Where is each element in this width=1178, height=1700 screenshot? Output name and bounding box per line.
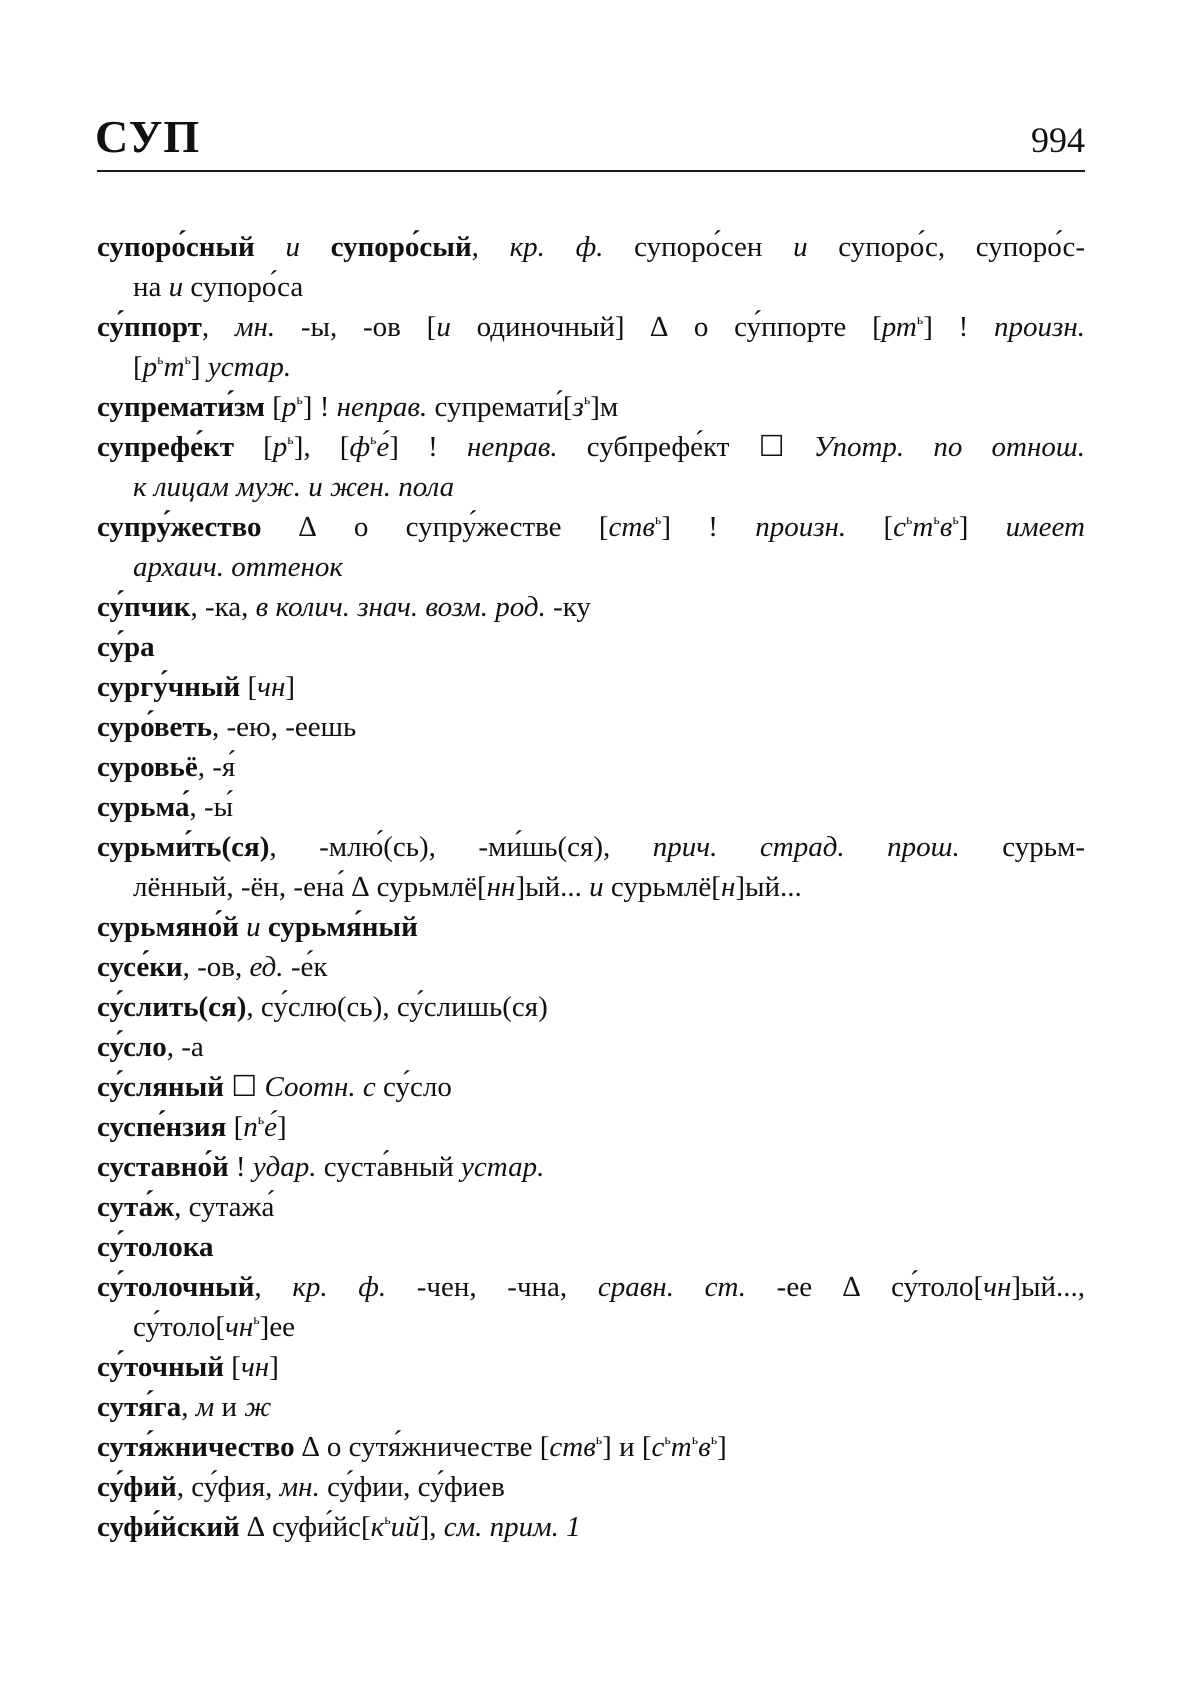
entry-text: на [133,271,169,303]
softness-mark: ь [157,353,164,368]
headword: сурьмяно́й [97,911,239,943]
entry-line [97,427,1085,467]
italic-label: м [195,1391,215,1423]
italic-label: р [281,391,297,423]
entry-text: су́сло [375,1071,452,1103]
entry-text: ] ! [661,511,756,543]
italic-label: т [163,351,185,383]
headword: су́фий [97,1471,177,1503]
entry-text: супоро́сен [603,231,794,263]
italic-label: имеет [1005,511,1085,543]
entry-text: субпрефе́кт ☐ [557,431,814,463]
entry-text [300,231,331,263]
entry-text [261,911,268,943]
italic-label: и [589,871,604,903]
entry-continuation-line [97,347,1085,387]
headword: сурьми́ть(ся) [97,831,270,863]
entry-text: , [254,1271,293,1303]
headword: су́толочный [97,1271,255,1303]
entry-text: ] ! [389,431,467,463]
entry-text: ] [190,351,208,383]
headword: су́сло [97,1031,167,1063]
entry-text: су́фии, су́фиев [319,1471,505,1503]
headword: сурьмя́ный [267,911,418,943]
softness-mark: ь [595,1433,603,1448]
headword: суфи́йский [97,1511,240,1543]
entry-line [97,667,1085,707]
running-head: СУП [95,111,201,162]
entry-line [97,307,1085,347]
italic-label: р [142,351,158,383]
italic-label: Употр. по отнош. [813,431,1085,463]
italic-label: и [285,231,300,263]
entry-text: -ы, -ов [ [275,311,437,343]
entry-line [97,787,1085,827]
softness-mark: ь [952,513,959,528]
headword: суставно́й [97,1151,229,1183]
italic-label: сравн. ст. [597,1271,747,1303]
headword: су́ппорт [97,311,202,343]
italic-label: и [436,311,451,343]
entry-line [97,387,1085,427]
entry-line [97,1347,1085,1387]
italic-label: чн [983,1271,1012,1303]
entry-text: [ [264,391,282,423]
italic-label: мн. [279,1471,320,1503]
entry-line [97,1267,1085,1307]
entry-text: , сутажа́ [174,1191,275,1223]
italic-label: т [912,511,934,543]
headword: су́пчик [97,591,191,623]
entry-text: суста́вный [316,1151,462,1183]
entry-text: ] [958,511,1006,543]
softness-mark: ь [664,1433,671,1448]
entry-text: ]ее [259,1311,296,1343]
entry-line [97,1067,1085,1107]
italic-label: кр. ф. [292,1271,387,1303]
softness-mark: ь [583,393,591,408]
softness-mark: ь [906,513,913,528]
entry-text: сурьм- [959,831,1085,863]
italic-label: произн. [994,311,1085,343]
italic-label: неправ. [336,391,428,423]
headword: суро́веть [97,711,213,743]
entry-text: ]м [590,391,619,423]
softness-mark: ь [296,393,303,408]
entry-line [97,707,1085,747]
italic-label: ий [390,1511,420,1543]
entry-text: ] ! [923,311,995,343]
entry-text: ] [285,671,296,703]
entry-text: , -млю́(сь), -ми́шь(ся), [269,831,653,863]
softness-mark: ь [933,513,940,528]
entry-line [97,827,1085,867]
entry-line [97,747,1085,787]
entry-text: одиночный] ∆ о су́ппорте [ [450,311,882,343]
entry-text: су́толо[ [133,1311,226,1343]
italic-label: и [793,231,808,263]
italic-label: произн. [755,511,847,543]
entry-line [97,627,1085,667]
entry-text: [ [226,1111,244,1143]
softness-mark: ь [710,1433,718,1448]
header-rule-divider [97,170,1085,172]
softness-mark: ь [184,353,191,368]
italic-label: кр. ф. [509,231,604,263]
headword: су́слить(ся) [97,991,247,1023]
softness-mark: ь [257,1113,265,1128]
entry-text: ]ый..., [1011,1271,1086,1303]
entry-text: , -ы́ [189,791,234,823]
entry-line [97,1427,1085,1467]
entry-text: ], [ [293,431,350,463]
entry-text: [ [240,671,258,703]
italic-label: р [272,431,288,463]
italic-label: чн [240,1351,270,1383]
entry-text: , -а [166,1031,204,1063]
softness-mark: ь [370,433,377,448]
entry-line [97,947,1085,987]
entry-text [239,911,246,943]
headword: су́сляный [97,1071,224,1103]
italic-label: ств [608,511,655,543]
entry-line [97,1467,1085,1507]
entry-continuation-line [97,467,1085,507]
italic-label: удар. [252,1151,317,1183]
italic-label: см. прим. 1 [443,1511,581,1543]
italic-label: ж [244,1391,272,1423]
italic-label: чн [225,1311,254,1343]
entry-line [97,1147,1085,1187]
entry-text: -чен, -чна, [386,1271,598,1303]
headword: сутя́га [97,1391,182,1423]
headword: супру́жество [97,511,262,543]
entry-continuation-line [97,867,1085,907]
italic-label: в [939,511,953,543]
softness-mark: ь [384,1513,391,1528]
entry-line [97,1027,1085,1067]
italic-label: ф [349,431,371,463]
headword: супоро́сный [97,231,255,263]
entry-text: , [201,311,235,343]
headword: суспе́нзия [97,1111,227,1143]
softness-mark: ь [691,1433,699,1448]
italic-label: н [720,871,736,903]
entry-text: , -я́ [197,751,236,783]
entry-text: , су́фия, [176,1471,280,1503]
italic-label: неправ. [466,431,558,463]
entry-text: ]ый... [735,871,802,903]
entry-text: , [471,231,510,263]
italic-label: з [572,391,584,423]
softness-mark: ь [916,313,924,328]
entry-line [97,587,1085,627]
entry-text: , су́слю(сь), су́слишь(ся) [246,991,548,1023]
entry-text: -ку [545,591,591,623]
italic-label: мн. [234,311,276,343]
italic-label: рт [881,311,917,343]
italic-label: п [243,1111,258,1143]
italic-label: е́ [376,431,390,463]
italic-label: т [670,1431,692,1463]
entry-text: ] [717,1431,727,1463]
entry-line [97,507,1085,547]
entry-text: , [181,1391,196,1423]
headword: супремати́зм [97,391,265,423]
entry-text: , -ов, [182,951,250,983]
headword: супрефе́кт [97,431,234,463]
entry-text: ]ый... [515,871,590,903]
entry-continuation-line [97,1307,1085,1347]
italic-label: е́ [264,1111,277,1143]
italic-label: ств [549,1431,596,1463]
entry-text: ], [419,1511,444,1543]
entry-text: ] ! [302,391,337,423]
entry-text: [ [846,511,894,543]
italic-label: Соотн. с [264,1071,376,1103]
softness-mark: ь [253,1313,260,1328]
italic-label: и [246,911,261,943]
entry-text: лённый, -ён, -ена́ ∆ сурьмлё[ [133,871,487,903]
italic-label: к [370,1511,385,1543]
italic-label: прич. страд. прош. [652,831,960,863]
italic-label: с [893,511,906,543]
entry-text: и [214,1391,245,1423]
entry-text: , -ка, [190,591,256,623]
entry-line [97,1107,1085,1147]
headword: супоро́сый [330,231,472,263]
entry-text: -е́к [283,951,328,983]
entry-text: ] [277,1111,287,1143]
entry-continuation-line [97,267,1085,307]
entry-text [255,231,286,263]
entry-line [97,1187,1085,1227]
headword: сута́ж [97,1191,175,1223]
entry-line [97,1507,1085,1547]
entry-text: супоро́с, супоро́с- [807,231,1086,263]
entry-text: супоро́са [183,271,304,303]
italic-label: с [651,1431,665,1463]
italic-label: устар. [461,1151,545,1183]
entry-text: сурьмлё[ [603,871,721,903]
entry-line [97,1227,1085,1267]
entry-line [97,227,1085,267]
entry-line [97,907,1085,947]
italic-label: к лицам муж. и жен. пола [133,471,455,503]
italic-label: нн [486,871,516,903]
entry-text: [ [133,351,143,383]
entry-text: ] [269,1351,279,1383]
headword: суровьё [97,751,198,783]
italic-label: чн [257,671,286,703]
dictionary-entries [97,227,1085,1547]
entry-line [97,987,1085,1027]
entry-text: -ее ∆ су́толо[ [746,1271,984,1303]
italic-label: в колич. знач. возм. род. [255,591,546,623]
headword: сургу́чный [97,671,241,703]
softness-mark: ь [654,513,662,528]
entry-text: супремати́[ [427,391,573,423]
headword: сутя́жничество [97,1431,295,1463]
entry-text: ∆ о сутя́жничестве [ [294,1431,550,1463]
italic-label: устар. [207,351,292,383]
entry-continuation-line [97,547,1085,587]
entry-text: , -ею, -еешь [212,711,357,743]
entry-text: ∆ суфи́йс[ [239,1511,371,1543]
entry-text: [ [233,431,273,463]
entry-text: ] и [ [602,1431,652,1463]
entry-text: ☐ [224,1071,265,1103]
page-number: 994 [1031,120,1085,160]
entry-text: [ [224,1351,241,1383]
headword: сурьма́ [97,791,190,823]
headword: су́толока [97,1231,214,1263]
headword: су́ра [97,631,155,663]
italic-label: и [168,271,184,303]
italic-label: ед. [249,951,284,983]
entry-text: ! [228,1151,253,1183]
headword: су́точный [97,1351,225,1383]
entry-text: ∆ о супру́жестве [ [261,511,609,543]
entry-line [97,1387,1085,1427]
italic-label: архаич. оттенок [133,551,343,583]
softness-mark: ь [287,433,294,448]
headword: сусе́ки [97,951,183,983]
italic-label: в [698,1431,711,1463]
